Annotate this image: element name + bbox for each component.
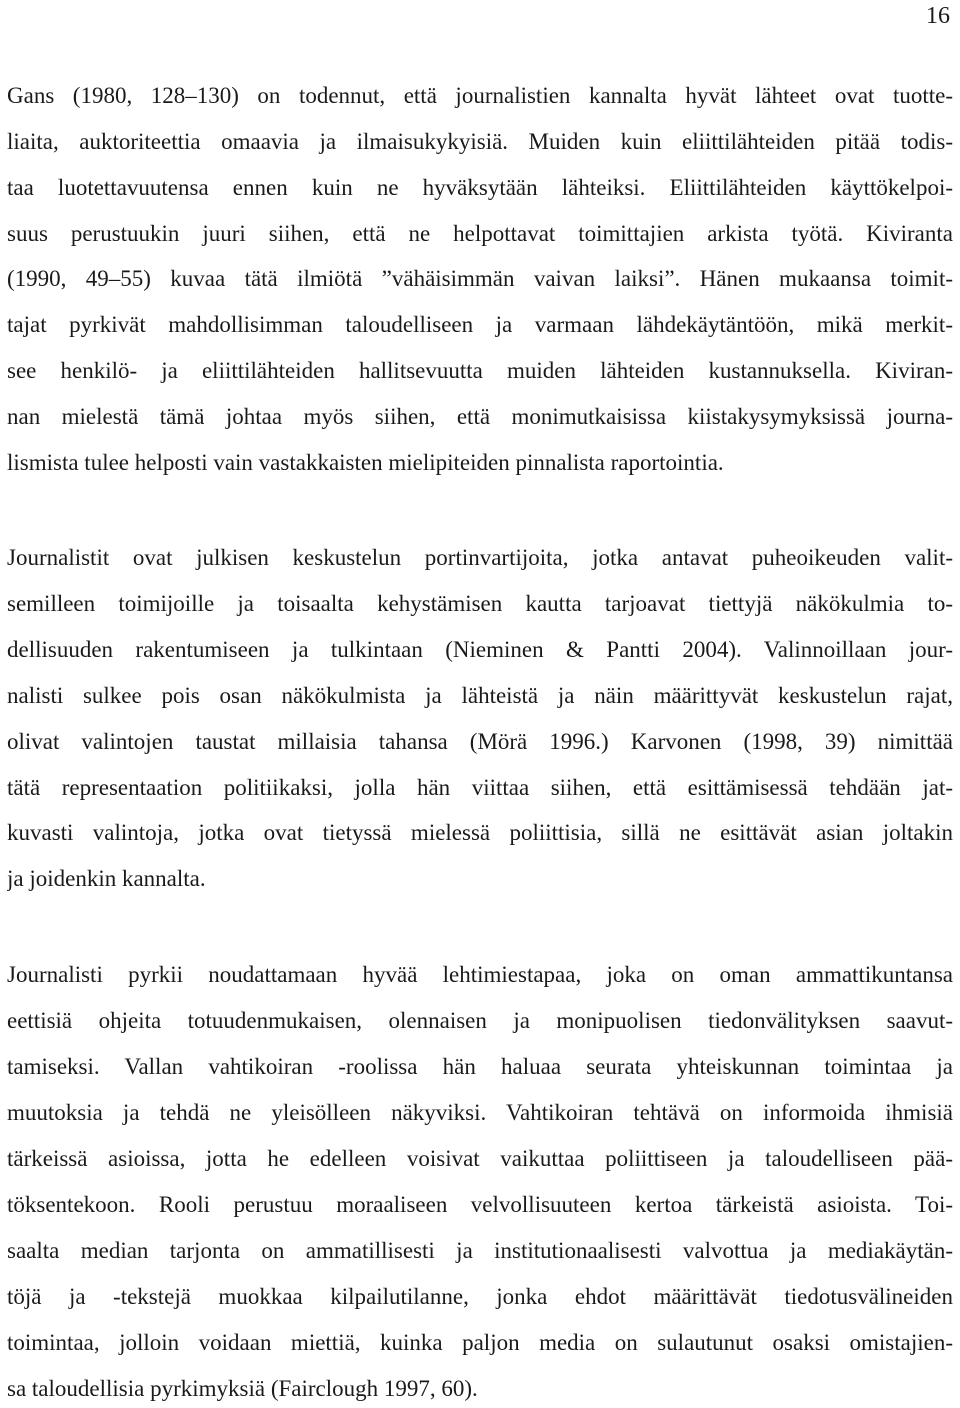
- text-line: (1990, 49–55) kuvaa tätä ilmiötä ”vähäisimmän vaivan laiksi”. Hänen mukaansa toimit-: [7, 266, 953, 291]
- text-line: kuvasti valintoja, jotka ovat tietyssä mielessä poliittisia, sillä ne esittävät asian joltakin: [7, 820, 953, 845]
- text-line: semilleen toimijoille ja toisaalta kehystämisen kautta tarjoavat tiettyjä näkökulmia to-: [7, 591, 953, 616]
- text-line: liaita, auktoriteettia omaavia ja ilmaisukykyisiä. Muiden kuin eliittilähteiden pitää todis-: [7, 129, 953, 154]
- text-line: töjä ja -tekstejä muokkaa kilpailutilanne, jonka ehdot määrittävät tiedotusvälineiden: [7, 1284, 953, 1309]
- text-line: nalisti sulkee pois osan näkökulmista ja lähteistä ja näin määrittyvät keskustelun rajat,: [7, 683, 953, 708]
- text-line: Gans (1980, 128–130) on todennut, että journalistien kannalta hyvät lähteet ovat tuotte-: [7, 83, 953, 108]
- text-line: ja joidenkin kannalta.: [7, 866, 206, 891]
- text-line: eettisiä ohjeita totuudenmukaisen, olennaisen ja monipuolisen tiedonvälityksen saavut-: [7, 1008, 953, 1033]
- text-line: töksentekoon. Rooli perustuu moraaliseen velvollisuuteen kertoa tärkeistä asioista. Toi-: [7, 1192, 953, 1217]
- text-line: dellisuuden rakentumiseen ja tulkintaan (Nieminen & Pantti 2004). Valinnoillaan jour-: [7, 637, 953, 662]
- text-line: suus perustuukin juuri siihen, että ne helpottavat toimittajien arkista työtä. Kiviranta: [7, 221, 953, 246]
- text-line: Journalisti pyrkii noudattamaan hyvää lehtimiestapaa, joka on oman ammattikuntansa: [7, 962, 953, 987]
- text-line: tärkeissä asioissa, jotta he edelleen voisivat vaikuttaa poliittiseen ja taloudelliseen pää-: [7, 1146, 953, 1171]
- text-line: nan mielestä tämä johtaa myös siihen, että monimutkaisissa kiistakysymyksissä journa-: [7, 404, 953, 429]
- text-line: saalta median tarjonta on ammatillisesti ja institutionaalisesti valvottua ja mediakäytän-: [7, 1238, 953, 1263]
- text-line: tajat pyrkivät mahdollisimman taloudelliseen ja varmaan lähdekäytäntöön, mikä merkit-: [7, 312, 953, 337]
- text-line: tamiseksi. Vallan vahtikoiran -roolissa hän haluaa seurata yhteiskunnan toimintaa ja: [7, 1054, 953, 1079]
- text-line: Journalistit ovat julkisen keskustelun portinvartijoita, jotka antavat puheoikeuden valit-: [7, 545, 953, 570]
- text-line: muutoksia ja tehdä ne yleisölleen näkyviksi. Vahtikoiran tehtävä on informoida ihmisiä: [7, 1100, 953, 1125]
- text-line: toimintaa, jolloin voidaan miettiä, kuinka paljon media on sulautunut osaksi omistajien-: [7, 1330, 953, 1355]
- page-number: 16: [926, 3, 950, 29]
- text-line: olivat valintojen taustat millaisia tahansa (Mörä 1996.) Karvonen (1998, 39) nimittää: [7, 729, 953, 754]
- text-line: lismista tulee helposti vain vastakkaisten mielipiteiden pinnalista raportointia.: [7, 450, 724, 475]
- text-line: tätä representaation politiikaksi, jolla hän viittaa siihen, että esittämisessä tehdään jat-: [7, 775, 953, 800]
- text-line: taa luotettavuutensa ennen kuin ne hyväksytään lähteiksi. Eliittilähteiden käyttökelpoi-: [7, 175, 953, 200]
- text-line: see henkilö- ja eliittilähteiden hallitsevuutta muiden lähteiden kustannuksella. Kiviran-: [7, 358, 953, 383]
- text-line: sa taloudellisia pyrkimyksiä (Fairclough 1997, 60).: [7, 1376, 478, 1401]
